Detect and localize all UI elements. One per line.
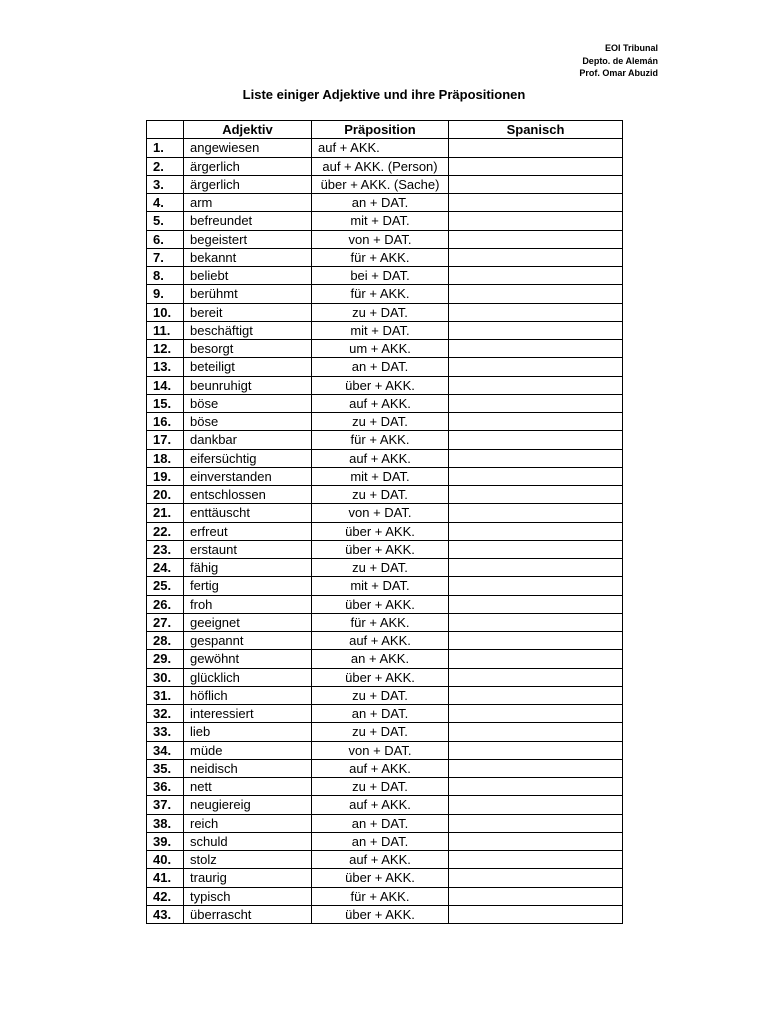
spanish-translation-cell[interactable]	[449, 723, 623, 741]
spanish-translation-cell[interactable]	[449, 887, 623, 905]
adjective-cell: böse	[184, 413, 312, 431]
row-number: 33.	[147, 723, 184, 741]
row-number: 20.	[147, 486, 184, 504]
table-row	[147, 139, 623, 157]
preposition-cell: zu + DAT.	[312, 303, 449, 321]
spanish-translation-cell[interactable]	[449, 814, 623, 832]
table-row	[147, 230, 623, 248]
adjective-cell: stolz	[184, 851, 312, 869]
table-row	[147, 303, 623, 321]
preposition-cell: über + AKK.	[312, 376, 449, 394]
row-number: 21.	[147, 504, 184, 522]
spanish-translation-cell[interactable]	[449, 650, 623, 668]
preposition-cell: mit + DAT.	[312, 467, 449, 485]
table-row	[147, 194, 623, 212]
adjective-cell: berühmt	[184, 285, 312, 303]
row-number: 13.	[147, 358, 184, 376]
row-number: 11.	[147, 321, 184, 339]
preposition-cell: um + AKK.	[312, 340, 449, 358]
table-row	[147, 321, 623, 339]
adjective-cell: neidisch	[184, 759, 312, 777]
spanish-translation-cell[interactable]	[449, 413, 623, 431]
spanish-translation-cell[interactable]	[449, 376, 623, 394]
row-number: 7.	[147, 248, 184, 266]
preposition-cell: über + AKK.	[312, 668, 449, 686]
table-row	[147, 796, 623, 814]
row-number: 15.	[147, 394, 184, 412]
adjective-cell: erstaunt	[184, 540, 312, 558]
row-number: 36.	[147, 778, 184, 796]
preposition-cell: von + DAT.	[312, 504, 449, 522]
table-row	[147, 248, 623, 266]
table-row	[147, 358, 623, 376]
preposition-cell: von + DAT.	[312, 230, 449, 248]
row-number: 5.	[147, 212, 184, 230]
table-row	[147, 613, 623, 631]
table-row	[147, 595, 623, 613]
table-row	[147, 285, 623, 303]
adjective-cell: neugiereig	[184, 796, 312, 814]
spanish-translation-cell[interactable]	[449, 559, 623, 577]
table-row	[147, 705, 623, 723]
row-number: 18.	[147, 449, 184, 467]
adjective-cell: begeistert	[184, 230, 312, 248]
vocabulary-table	[146, 120, 623, 924]
table-row	[147, 212, 623, 230]
table-row	[147, 759, 623, 777]
column-header-spanisch: Spanisch	[449, 121, 623, 139]
row-number: 42.	[147, 887, 184, 905]
adjective-cell: interessiert	[184, 705, 312, 723]
spanish-translation-cell[interactable]	[449, 577, 623, 595]
table-row	[147, 449, 623, 467]
preposition-cell: zu + DAT.	[312, 559, 449, 577]
row-number: 25.	[147, 577, 184, 595]
table-row	[147, 431, 623, 449]
spanish-translation-cell[interactable]	[449, 467, 623, 485]
preposition-cell: zu + DAT.	[312, 686, 449, 704]
row-number: 10.	[147, 303, 184, 321]
table-row	[147, 376, 623, 394]
adjective-cell: gespannt	[184, 632, 312, 650]
row-number: 40.	[147, 851, 184, 869]
adjective-cell: bekannt	[184, 248, 312, 266]
spanish-translation-cell[interactable]	[449, 613, 623, 631]
spanish-translation-cell[interactable]	[449, 741, 623, 759]
adjective-cell: entschlossen	[184, 486, 312, 504]
row-number: 2.	[147, 157, 184, 175]
row-number: 31.	[147, 686, 184, 704]
spanish-translation-cell[interactable]	[449, 504, 623, 522]
table-header-row	[147, 121, 623, 139]
row-number: 34.	[147, 741, 184, 759]
row-number: 43.	[147, 905, 184, 923]
row-number: 3.	[147, 175, 184, 193]
adjective-cell: lieb	[184, 723, 312, 741]
spanish-translation-cell[interactable]	[449, 759, 623, 777]
header-department: Depto. de Alemán	[582, 55, 658, 66]
table-row	[147, 869, 623, 887]
preposition-cell: auf + AKK.	[312, 394, 449, 412]
preposition-cell: mit + DAT.	[312, 212, 449, 230]
spanish-translation-cell[interactable]	[449, 139, 623, 157]
table-row	[147, 267, 623, 285]
row-number: 14.	[147, 376, 184, 394]
adjective-cell: typisch	[184, 887, 312, 905]
spanish-translation-cell[interactable]	[449, 248, 623, 266]
preposition-cell: über + AKK. (Sache)	[312, 175, 449, 193]
row-number: 29.	[147, 650, 184, 668]
preposition-cell: über + AKK.	[312, 869, 449, 887]
preposition-cell: mit + DAT.	[312, 577, 449, 595]
preposition-cell: auf + AKK.	[312, 851, 449, 869]
adjective-cell: arm	[184, 194, 312, 212]
row-number: 28.	[147, 632, 184, 650]
document-title: Liste einiger Adjektive und ihre Präpositionen	[242, 87, 526, 102]
adjective-cell: beschäftigt	[184, 321, 312, 339]
adjective-cell: einverstanden	[184, 467, 312, 485]
preposition-cell: zu + DAT.	[312, 486, 449, 504]
table-row	[147, 522, 623, 540]
preposition-cell: über + AKK.	[312, 540, 449, 558]
table-row	[147, 559, 623, 577]
preposition-cell: zu + DAT.	[312, 413, 449, 431]
preposition-cell: auf + AKK.	[312, 449, 449, 467]
row-number: 24.	[147, 559, 184, 577]
row-number: 39.	[147, 832, 184, 850]
spanish-translation-cell[interactable]	[449, 522, 623, 540]
adjective-cell: reich	[184, 814, 312, 832]
spanish-translation-cell[interactable]	[449, 905, 623, 923]
preposition-cell: auf + AKK.	[312, 796, 449, 814]
preposition-cell: auf + AKK.	[312, 759, 449, 777]
preposition-cell: von + DAT.	[312, 741, 449, 759]
adjective-cell: enttäuscht	[184, 504, 312, 522]
table-row	[147, 540, 623, 558]
spanish-translation-cell[interactable]	[449, 778, 623, 796]
adjective-cell: beliebt	[184, 267, 312, 285]
preposition-cell: an + DAT.	[312, 814, 449, 832]
column-header-praeposition: Präposition	[312, 121, 449, 139]
adjective-cell: besorgt	[184, 340, 312, 358]
adjective-cell: dankbar	[184, 431, 312, 449]
spanish-translation-cell[interactable]	[449, 358, 623, 376]
spanish-translation-cell[interactable]	[449, 632, 623, 650]
row-number: 27.	[147, 613, 184, 631]
table-row	[147, 650, 623, 668]
preposition-cell: an + DAT.	[312, 705, 449, 723]
spanish-translation-cell[interactable]	[449, 394, 623, 412]
adjective-cell: nett	[184, 778, 312, 796]
table-row	[147, 887, 623, 905]
spanish-translation-cell[interactable]	[449, 869, 623, 887]
spanish-translation-cell[interactable]	[449, 686, 623, 704]
adjective-cell: fähig	[184, 559, 312, 577]
table-row	[147, 413, 623, 431]
row-number: 19.	[147, 467, 184, 485]
adjective-cell: ärgerlich	[184, 157, 312, 175]
table-row	[147, 394, 623, 412]
row-number: 23.	[147, 540, 184, 558]
spanish-translation-cell[interactable]	[449, 595, 623, 613]
row-number: 9.	[147, 285, 184, 303]
row-number: 8.	[147, 267, 184, 285]
adjective-cell: beteiligt	[184, 358, 312, 376]
spanish-translation-cell[interactable]	[449, 303, 623, 321]
table-row	[147, 157, 623, 175]
row-number: 32.	[147, 705, 184, 723]
preposition-cell: über + AKK.	[312, 522, 449, 540]
adjective-cell: eifersüchtig	[184, 449, 312, 467]
table-row	[147, 778, 623, 796]
adjective-cell: beunruhigt	[184, 376, 312, 394]
spanish-translation-cell[interactable]	[449, 157, 623, 175]
preposition-cell: an + DAT.	[312, 358, 449, 376]
spanish-translation-cell[interactable]	[449, 449, 623, 467]
row-number: 12.	[147, 340, 184, 358]
spanish-translation-cell[interactable]	[449, 340, 623, 358]
adjective-cell: froh	[184, 595, 312, 613]
adjective-cell: angewiesen	[184, 139, 312, 157]
table-row	[147, 175, 623, 193]
table-body	[147, 139, 623, 924]
preposition-cell: über + AKK.	[312, 595, 449, 613]
row-number: 38.	[147, 814, 184, 832]
spanish-translation-cell[interactable]	[449, 194, 623, 212]
preposition-cell: für + AKK.	[312, 613, 449, 631]
table-row	[147, 340, 623, 358]
spanish-translation-cell[interactable]	[449, 851, 623, 869]
spanish-translation-cell[interactable]	[449, 705, 623, 723]
preposition-cell: auf + AKK.	[312, 139, 449, 157]
preposition-cell: für + AKK.	[312, 248, 449, 266]
preposition-cell: mit + DAT.	[312, 321, 449, 339]
preposition-cell: auf + AKK.	[312, 632, 449, 650]
spanish-translation-cell[interactable]	[449, 321, 623, 339]
spanish-translation-cell[interactable]	[449, 540, 623, 558]
spanish-translation-cell[interactable]	[449, 431, 623, 449]
table-row	[147, 905, 623, 923]
table-row	[147, 814, 623, 832]
row-number: 26.	[147, 595, 184, 613]
preposition-cell: an + DAT.	[312, 832, 449, 850]
table-row	[147, 577, 623, 595]
table-row	[147, 486, 623, 504]
adjective-cell: geeignet	[184, 613, 312, 631]
adjective-cell: böse	[184, 394, 312, 412]
adjective-cell: höflich	[184, 686, 312, 704]
adjective-cell: erfreut	[184, 522, 312, 540]
row-number: 37.	[147, 796, 184, 814]
document-header	[579, 42, 658, 80]
preposition-cell: zu + DAT.	[312, 778, 449, 796]
row-number: 41.	[147, 869, 184, 887]
spanish-translation-cell[interactable]	[449, 175, 623, 193]
column-header-adjektiv: Adjektiv	[184, 121, 312, 139]
row-number: 1.	[147, 139, 184, 157]
row-number: 22.	[147, 522, 184, 540]
adjective-cell: traurig	[184, 869, 312, 887]
adjective-cell: müde	[184, 741, 312, 759]
row-number: 6.	[147, 230, 184, 248]
adjective-cell: ärgerlich	[184, 175, 312, 193]
adjective-cell: überrascht	[184, 905, 312, 923]
spanish-translation-cell[interactable]	[449, 212, 623, 230]
table-row	[147, 723, 623, 741]
adjective-cell: fertig	[184, 577, 312, 595]
row-number: 30.	[147, 668, 184, 686]
table-row	[147, 741, 623, 759]
spanish-translation-cell[interactable]	[449, 285, 623, 303]
spanish-translation-cell[interactable]	[449, 267, 623, 285]
adjective-cell: gewöhnt	[184, 650, 312, 668]
preposition-cell: bei + DAT.	[312, 267, 449, 285]
spanish-translation-cell[interactable]	[449, 486, 623, 504]
preposition-cell: auf + AKK. (Person)	[312, 157, 449, 175]
header-teacher: Prof. Omar Abuzid	[579, 68, 658, 78]
preposition-cell: über + AKK.	[312, 905, 449, 923]
preposition-cell: an + AKK.	[312, 650, 449, 668]
column-header-number	[147, 121, 184, 139]
row-number: 35.	[147, 759, 184, 777]
preposition-cell: an + DAT.	[312, 194, 449, 212]
adjective-cell: befreundet	[184, 212, 312, 230]
preposition-cell: zu + DAT.	[312, 723, 449, 741]
row-number: 17.	[147, 431, 184, 449]
adjective-cell: bereit	[184, 303, 312, 321]
row-number: 4.	[147, 194, 184, 212]
adjective-cell: schuld	[184, 832, 312, 850]
row-number: 16.	[147, 413, 184, 431]
table-row	[147, 467, 623, 485]
spanish-translation-cell[interactable]	[449, 230, 623, 248]
spanish-translation-cell[interactable]	[449, 796, 623, 814]
preposition-cell: für + AKK.	[312, 431, 449, 449]
table-row	[147, 686, 623, 704]
table-row	[147, 832, 623, 850]
spanish-translation-cell[interactable]	[449, 668, 623, 686]
table-row	[147, 851, 623, 869]
table-row	[147, 632, 623, 650]
spanish-translation-cell[interactable]	[449, 832, 623, 850]
table-row	[147, 504, 623, 522]
header-school: EOI Tribunal	[604, 43, 658, 53]
adjective-cell: glücklich	[184, 668, 312, 686]
preposition-cell: für + AKK.	[312, 887, 449, 905]
preposition-cell: für + AKK.	[312, 285, 449, 303]
table-row	[147, 668, 623, 686]
